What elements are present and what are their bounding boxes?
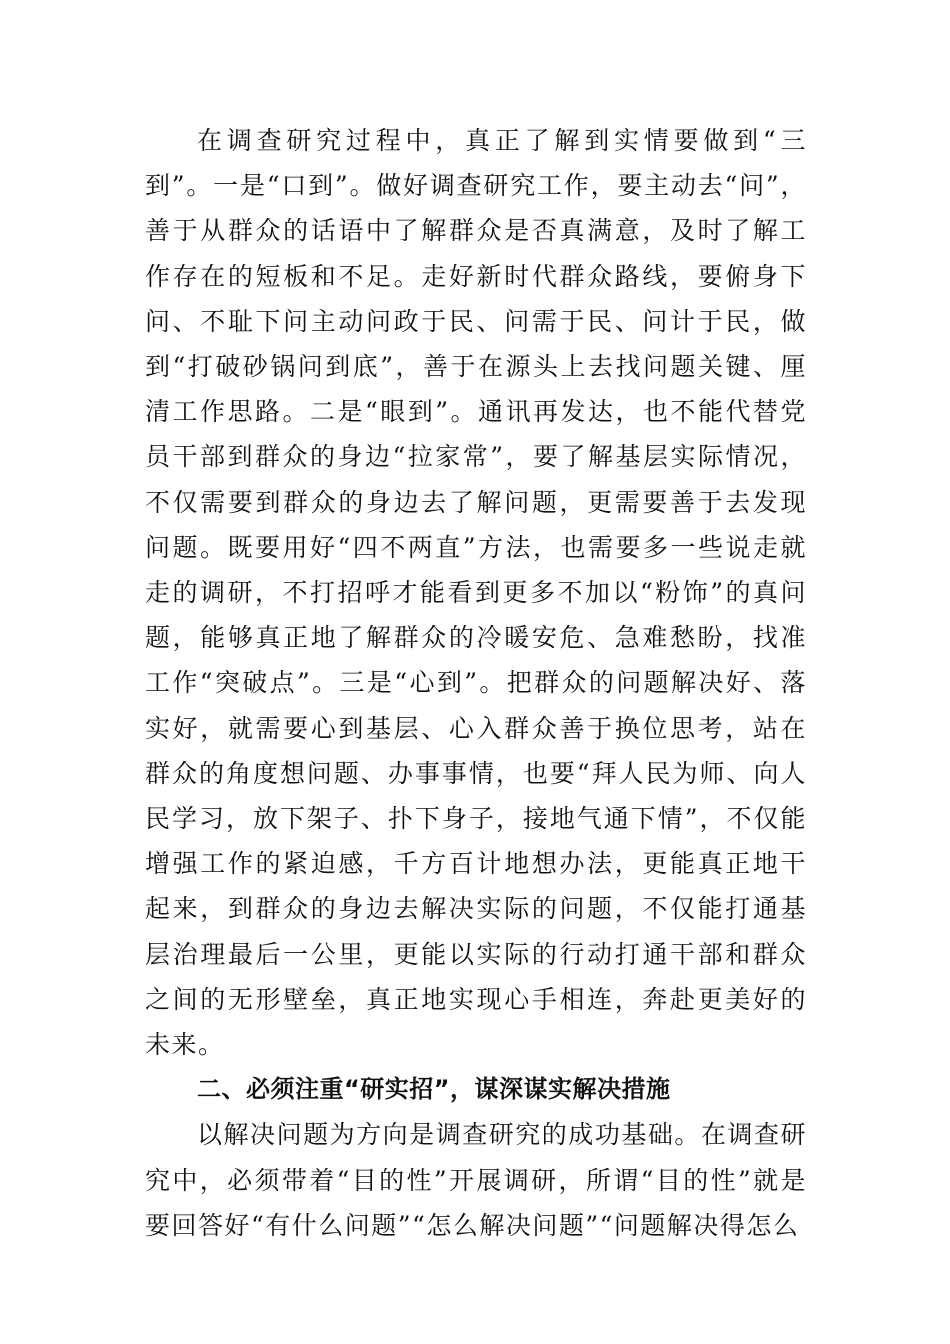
body-paragraph-three-arrivals: 在调查研究过程中，真正了解到实情要做到“三到”。一是“口到”。做好调查研究工作，要主动去“问”，善于从群众的话语中了解群众是否真满意，及时了解工作存在的短板和不足。走好新时代群众路线，要俯身下问、不耻下问主动问政于民、问需于民、问计于民，做到“打破砂锅问到底”，善于在源头上去找问题关键、厘清工作思路。二是“眼到”。通讯再发达，也不能代替党员干部到群众的身边“拉家常”，要了解基层实际情况，不仅需要到群众的身边去了解问题，更需要善于去发现问题。既要用好“四不两直”方法，也需要多一些说走就走的调研，不打招呼才能看到更多不加以“粉饰”的真问题，能够真正地了解群众的冷暖安危、急难愁盼，找准工作“突破点”。三是“心到”。把群众的问题解决好、落实好，就需要心到基层、心入群众善于换位思考，站在群众的角度想问题、办事事情，也要“拜人民为师、向人民学习，放下架子、扑下身子，接地气通下情”，不仅能增强工作的紧迫感，千方百计地想办法，更能真正地干起来，到群众的身边去解决实际的问题，不仅能打通基层治理最后一公里，更能以实际的行动打通干部和群众之间的无形壁垒，真正地实现心手相连，奔赴更美好的未来。 (145, 126, 807, 1060)
body-paragraph-solutions: 以解决问题为方向是调查研究的成功基础。在调查研究中，必须带着“目的性”开展调研，所谓“目的性”就是要回答好“有什么问题”“怎么解决问题”“问题解决得怎么 (145, 1120, 807, 1240)
section-heading: 二、必须注重“研实招”，谋深谋实解决措施 (197, 1075, 671, 1104)
document-page (145, 118, 807, 1248)
